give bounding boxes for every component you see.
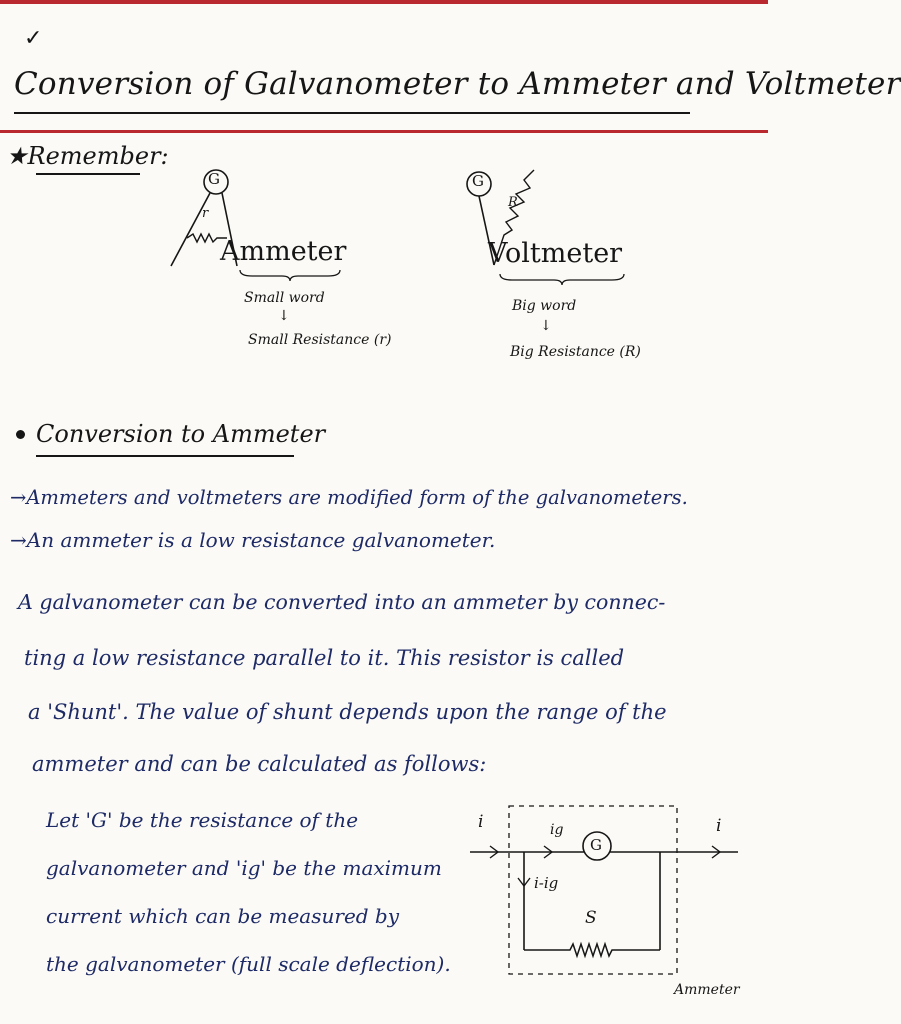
red-margin-rule [0, 130, 768, 133]
top-red-rule [0, 0, 768, 4]
shunt-resistor-icon [524, 944, 660, 956]
ammeter-resistor-symbol: r [202, 206, 209, 221]
ammeter-left-stroke [171, 193, 210, 266]
voltmeter-brace-icon [498, 272, 626, 286]
ammeter-caption: Ammeter [674, 982, 740, 998]
voltmeter-note-big-resistance: Big Resistance (R) [510, 344, 641, 360]
ammeter-brace-icon [238, 268, 343, 282]
voltmeter-note-big-word: Big word [512, 298, 577, 314]
voltmeter-arrow-icon: ↓ [540, 318, 552, 334]
ammeter-note-small-word: Small word [244, 290, 325, 306]
branch-current-label: ig [550, 822, 564, 838]
ammeter-galvanometer-symbol: G [208, 170, 220, 188]
body-line: →Ammeters and voltmeters are modified form of the galvanometers. [10, 486, 688, 509]
let-line: the galvanometer (full scale deflection). [46, 952, 451, 976]
shunt-current-label: i-ig [534, 874, 559, 892]
ammeter-word: Ammeter [220, 236, 347, 267]
ammeter-arrow-icon: ↓ [278, 308, 290, 324]
body-line: ting a low resistance parallel to it. This resistor is called [24, 646, 625, 670]
ammeter-note-small-resistance: Small Resistance (r) [248, 332, 392, 348]
current-out-label: i [716, 816, 722, 836]
voltmeter-word: Voltmeter [488, 238, 623, 269]
circuit-galvanometer-symbol: G [590, 836, 602, 854]
voltmeter-resistor-symbol: R [508, 195, 518, 210]
let-line: current which can be measured by [46, 904, 400, 928]
body-line: ammeter and can be calculated as follows: [32, 752, 487, 776]
bullet-dot-icon [16, 430, 25, 439]
remember-underline [36, 173, 140, 175]
page-title: Conversion of Galvanometer to Ammeter and Voltmeter [14, 66, 901, 102]
title-underline [14, 112, 690, 114]
shunt-label: S [585, 908, 597, 928]
ammeter-circuit-diagram [460, 800, 750, 1000]
section-heading-underline [36, 455, 294, 457]
let-line: Let 'G' be the resistance of the [46, 808, 359, 832]
current-in-label: i [478, 812, 484, 832]
body-line: a 'Shunt'. The value of shunt depends upon the range of the [28, 700, 667, 724]
remember-label: ★Remember: [6, 142, 169, 170]
let-line: galvanometer and 'ig' be the maximum [46, 856, 442, 880]
check-mark: ✓ [24, 26, 43, 51]
body-line: A galvanometer can be converted into an ammeter by connec- [18, 590, 666, 614]
body-line: →An ammeter is a low resistance galvanometer. [10, 528, 496, 552]
section-heading: Conversion to Ammeter [36, 420, 326, 448]
voltmeter-galvanometer-symbol: G [472, 172, 484, 190]
